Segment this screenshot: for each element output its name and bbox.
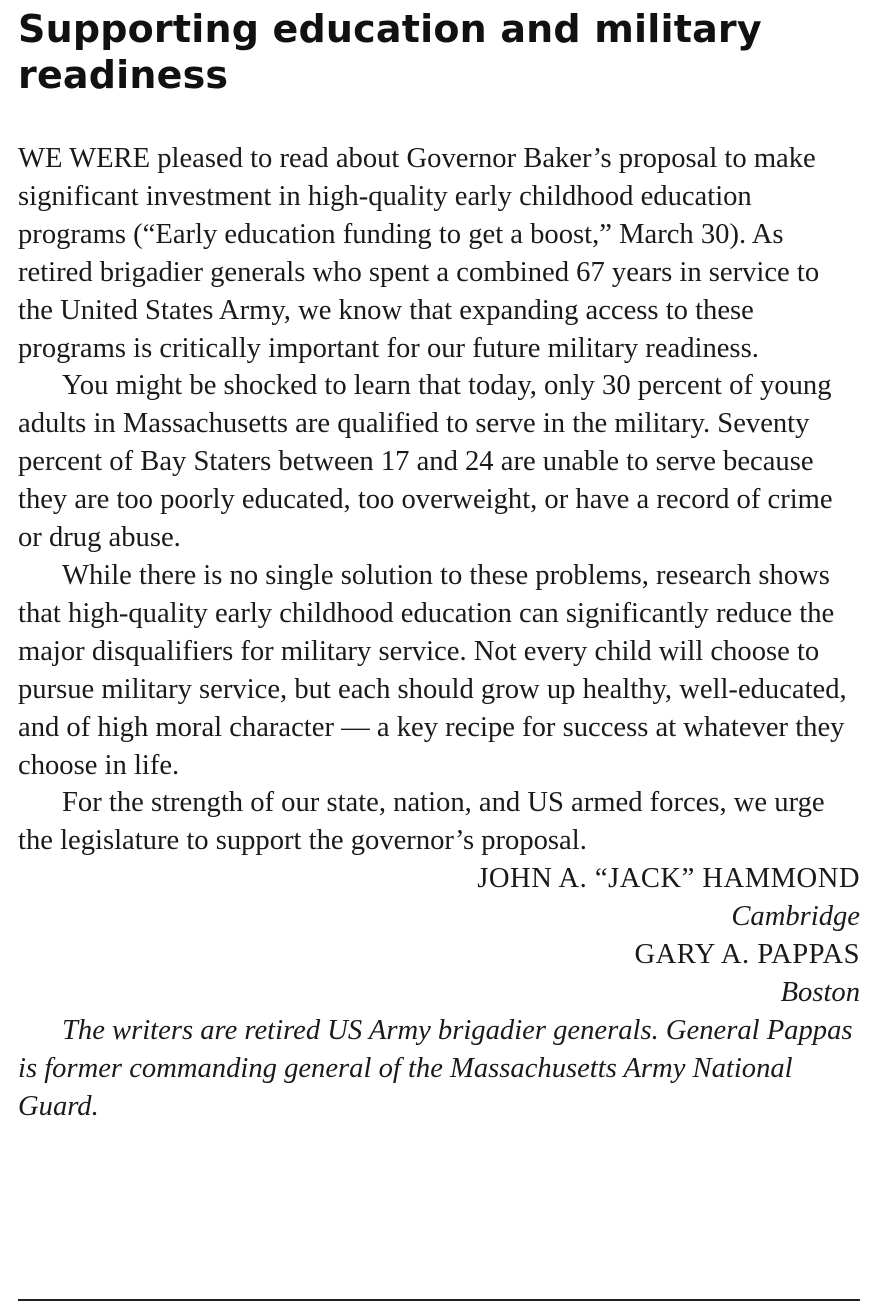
letter-body xyxy=(18,140,860,860)
paragraph-3: While there is no single solution to these problems, research shows that high-quality early childhood education can significantly reduce the major disqualifiers for military service. Not every child will choose to pursue military service, but each should grow up healthy, well-educated, and of high moral character — a key recipe for success at whatever they choose in life. xyxy=(18,559,847,781)
signature-block xyxy=(18,860,860,1012)
letter-to-editor xyxy=(18,6,860,1126)
signer-city-2: Boston xyxy=(780,976,860,1008)
paragraph-1: WE WERE pleased to read about Governor Baker’s proposal to make significant investment in high-quality early childhood education programs (“Early education funding to get a boost,” March 30). As retired brigadier generals who spent a combined 67 years in service to the United States Army, we know that expanding access to these programs is critically important for our future military readiness. xyxy=(18,143,820,364)
signer-city-1: Cambridge xyxy=(731,901,860,933)
paragraph-2: You might be shocked to learn that today, only 30 percent of young adults in Massachusetts are qualified to serve in the military. Seventy percent of Bay Staters between 17 and 24 are unable to serve because they are too poorly educated, too overweight, or have a record of crime or drug abuse. xyxy=(18,370,833,554)
writer-note: The writers are retired US Army brigadier generals. General Pappas is former commanding general of the Massachusetts Army National Guard. xyxy=(18,1014,853,1122)
paragraph-4: For the strength of our state, nation, and US armed forces, we urge the legislature to support the governor’s proposal. xyxy=(18,787,825,857)
bottom-divider xyxy=(18,1299,860,1301)
headline: Supporting education and military readiness xyxy=(18,7,762,97)
signer-name-2: GARY A. PAPPAS xyxy=(634,939,860,971)
signer-name-1: JOHN A. “JACK” HAMMOND xyxy=(477,863,860,895)
